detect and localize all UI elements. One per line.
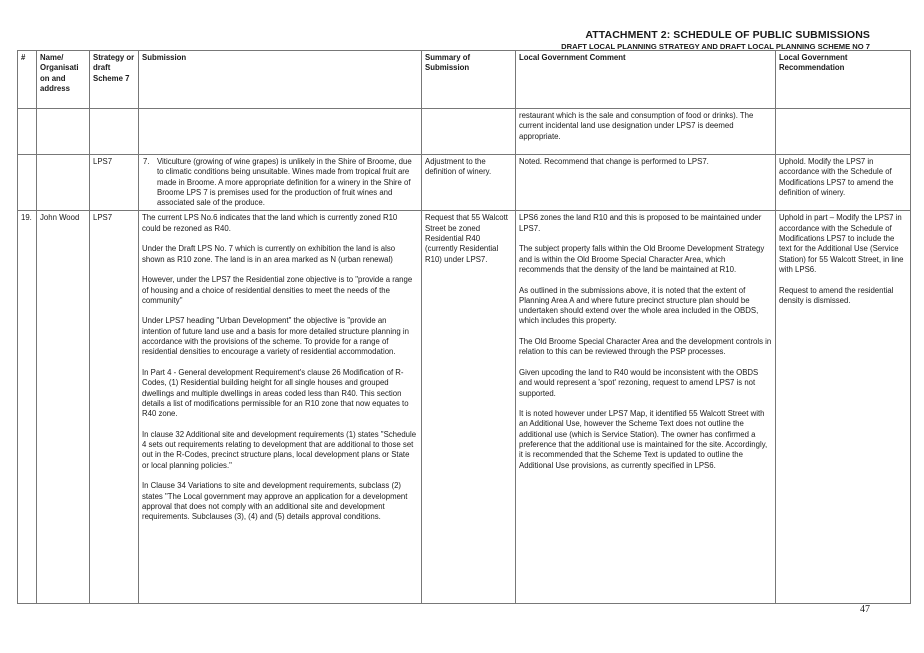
submission-paragraph: The current LPS No.6 indicates that the land which is currently zoned R10 could be rezoned as R40. xyxy=(142,213,398,233)
table-row-item-7 xyxy=(18,155,911,211)
page-number: 47 xyxy=(860,604,870,615)
col-header-strategy: Strategy or draft Scheme 7 xyxy=(90,51,139,109)
comment-paragraph: Given upcoding the land to R40 would be inconsistent with the OBDS and would represent a 'spot' rezoning, request to amend LPS7 is not supported. xyxy=(519,367,759,398)
row-number-cell: 19. xyxy=(18,211,37,604)
submission-cell xyxy=(139,155,422,211)
cell-empty xyxy=(90,109,139,155)
recommendation-cell xyxy=(776,211,911,604)
comment-paragraph: As outlined in the submissions above, it is noted that the extent of Planning Area A and where future precinct structure plan should be undertaken should extend over the whole area included in the OBDS, which includes this property. xyxy=(519,285,759,326)
submissions-table xyxy=(17,50,911,604)
col-header-summary: Summary of Submission xyxy=(422,51,516,109)
cell-empty xyxy=(37,155,90,211)
comment-paragraph: LPS6 zones the land R10 and this is proposed to be maintained under LPS7. xyxy=(519,213,762,233)
recommendation-cell: Uphold. Modify the LPS7 in accordance with the Schedule of Modifications LPS7 to amend the definition of winery. xyxy=(776,155,911,211)
comment-paragraph: The Old Broome Special Character Area and the development controls in relation to this can be reviewed through the PSP processes. xyxy=(519,337,772,357)
table-row-continued xyxy=(18,109,911,155)
comment-cell xyxy=(516,211,776,604)
col-header-name: Name/ Organisati on and address xyxy=(37,51,90,109)
summary-cell: Request that 55 Walcott Street be zoned Residential R40 (currently Residential R10) under LPS7. xyxy=(422,211,516,604)
submitter-name-cell: John Wood xyxy=(37,211,90,604)
submission-paragraph: However, under the LPS7 the Residential zone objective is to "provide a range of housing and a choice of residential densities to meet the needs of the community" xyxy=(142,275,413,305)
summary-cell: Adjustment to the definition of winery. xyxy=(422,155,516,211)
cell-empty xyxy=(37,109,90,155)
strategy-cell: LPS7 xyxy=(90,211,139,604)
attachment-title: ATTACHMENT 2: SCHEDULE OF PUBLIC SUBMISSIONS xyxy=(585,29,870,41)
submission-paragraph: In Part 4 - General development Requirement's clause 26 Modification of R-Codes, (1) Residential building height for all single houses and grouped dwellings and multiple dwellings in areas coded less than R40. This section details a list of modifications permissible for an R10 zone that now equates to R40 zone. xyxy=(142,367,409,419)
cell-empty xyxy=(776,109,911,155)
submission-paragraph: In clause 32 Additional site and development requirements (1) states "Schedule 4 sets out requirements relating to development that are additional to those set out in the R-Codes, precinct structure plans, local development plans or State or local planning policies." xyxy=(142,429,417,470)
col-header-recommendation: Local Government Recommendation xyxy=(776,51,911,109)
document-subtitle: DRAFT LOCAL PLANNING STRATEGY AND DRAFT LOCAL PLANNING SCHEME NO 7 xyxy=(561,42,870,51)
comment-paragraph: The subject property falls within the Old Broome Development Strategy and is within the Old Broome Special Character Area, which recommends that the density of the land be maintained at R10. xyxy=(519,244,765,274)
cell-empty xyxy=(18,109,37,155)
submission-text: Viticulture (growing of wine grapes) is unlikely in the Shire of Broome, due to climatic conditions being unsuitable. Wines made from tropical fruit are made in Broome. A more appropriate definition for a winery in the Shire of Broome LPS 7 is premises used for the production of fruit wines and associated sale of the produce. xyxy=(157,157,412,208)
submission-paragraph: Under the Draft LPS No. 7 which is currently on exhibition the land is also shown as R10 zone. The land is in an area marked as N (urban renewal) xyxy=(142,244,396,264)
cell-empty xyxy=(422,109,516,155)
col-header-number: # xyxy=(18,51,37,109)
recommendation-paragraph: Uphold in part – Modify the LPS7 in accordance with the Schedule of Modifications LPS7 to include the text for the Additional Use (Service Station) for 55 Walcott Street, in line with LPS6. xyxy=(779,213,904,274)
recommendation-paragraph: Request to amend the residential density is dismissed. xyxy=(779,285,894,305)
comment-paragraph: It is noted however under LPS7 Map, it identified 55 Walcott Street with an Additional Use, however the Scheme Text does not outline the additional use (which is Service Station). The owner has confirmed a preference that the additional use is maintained for the site. Accordingly, it is recommended that the Scheme Text is updated to outline the Additional Use provisions, as currently specified in LPS6. xyxy=(519,409,768,470)
table-row-item-19 xyxy=(18,211,911,604)
submission-cell xyxy=(139,211,422,604)
comment-cell: Noted. Recommend that change is performed to LPS7. xyxy=(516,155,776,211)
table-header-row xyxy=(18,51,911,109)
cell-empty xyxy=(139,109,422,155)
col-header-submission: Submission xyxy=(139,51,422,109)
col-header-comment: Local Government Comment xyxy=(516,51,776,109)
strategy-cell: LPS7 xyxy=(90,155,139,211)
submission-paragraph: In Clause 34 Variations to site and development requirements, subclass (2) states "The Local government may approve an application for a development approval that does not comply with an additional site and development requirements. Subclauses (3), (4) and (5) details approval conditions. xyxy=(142,481,408,522)
comment-cell: restaurant which is the sale and consumption of food or drinks). The current incidental land use designation under LPS7 is deemed appropriate. xyxy=(516,109,776,155)
submission-paragraph: Under LPS7 heading "Urban Development" the objective is "provide an intention of future land use and a basis for more detailed structure planning in accordance with the provisions of the scheme. To provide for a range of residential densities to encourage a variety of residential accommodation. xyxy=(142,316,409,357)
submission-point-number: 7. xyxy=(143,157,150,166)
cell-empty xyxy=(18,155,37,211)
